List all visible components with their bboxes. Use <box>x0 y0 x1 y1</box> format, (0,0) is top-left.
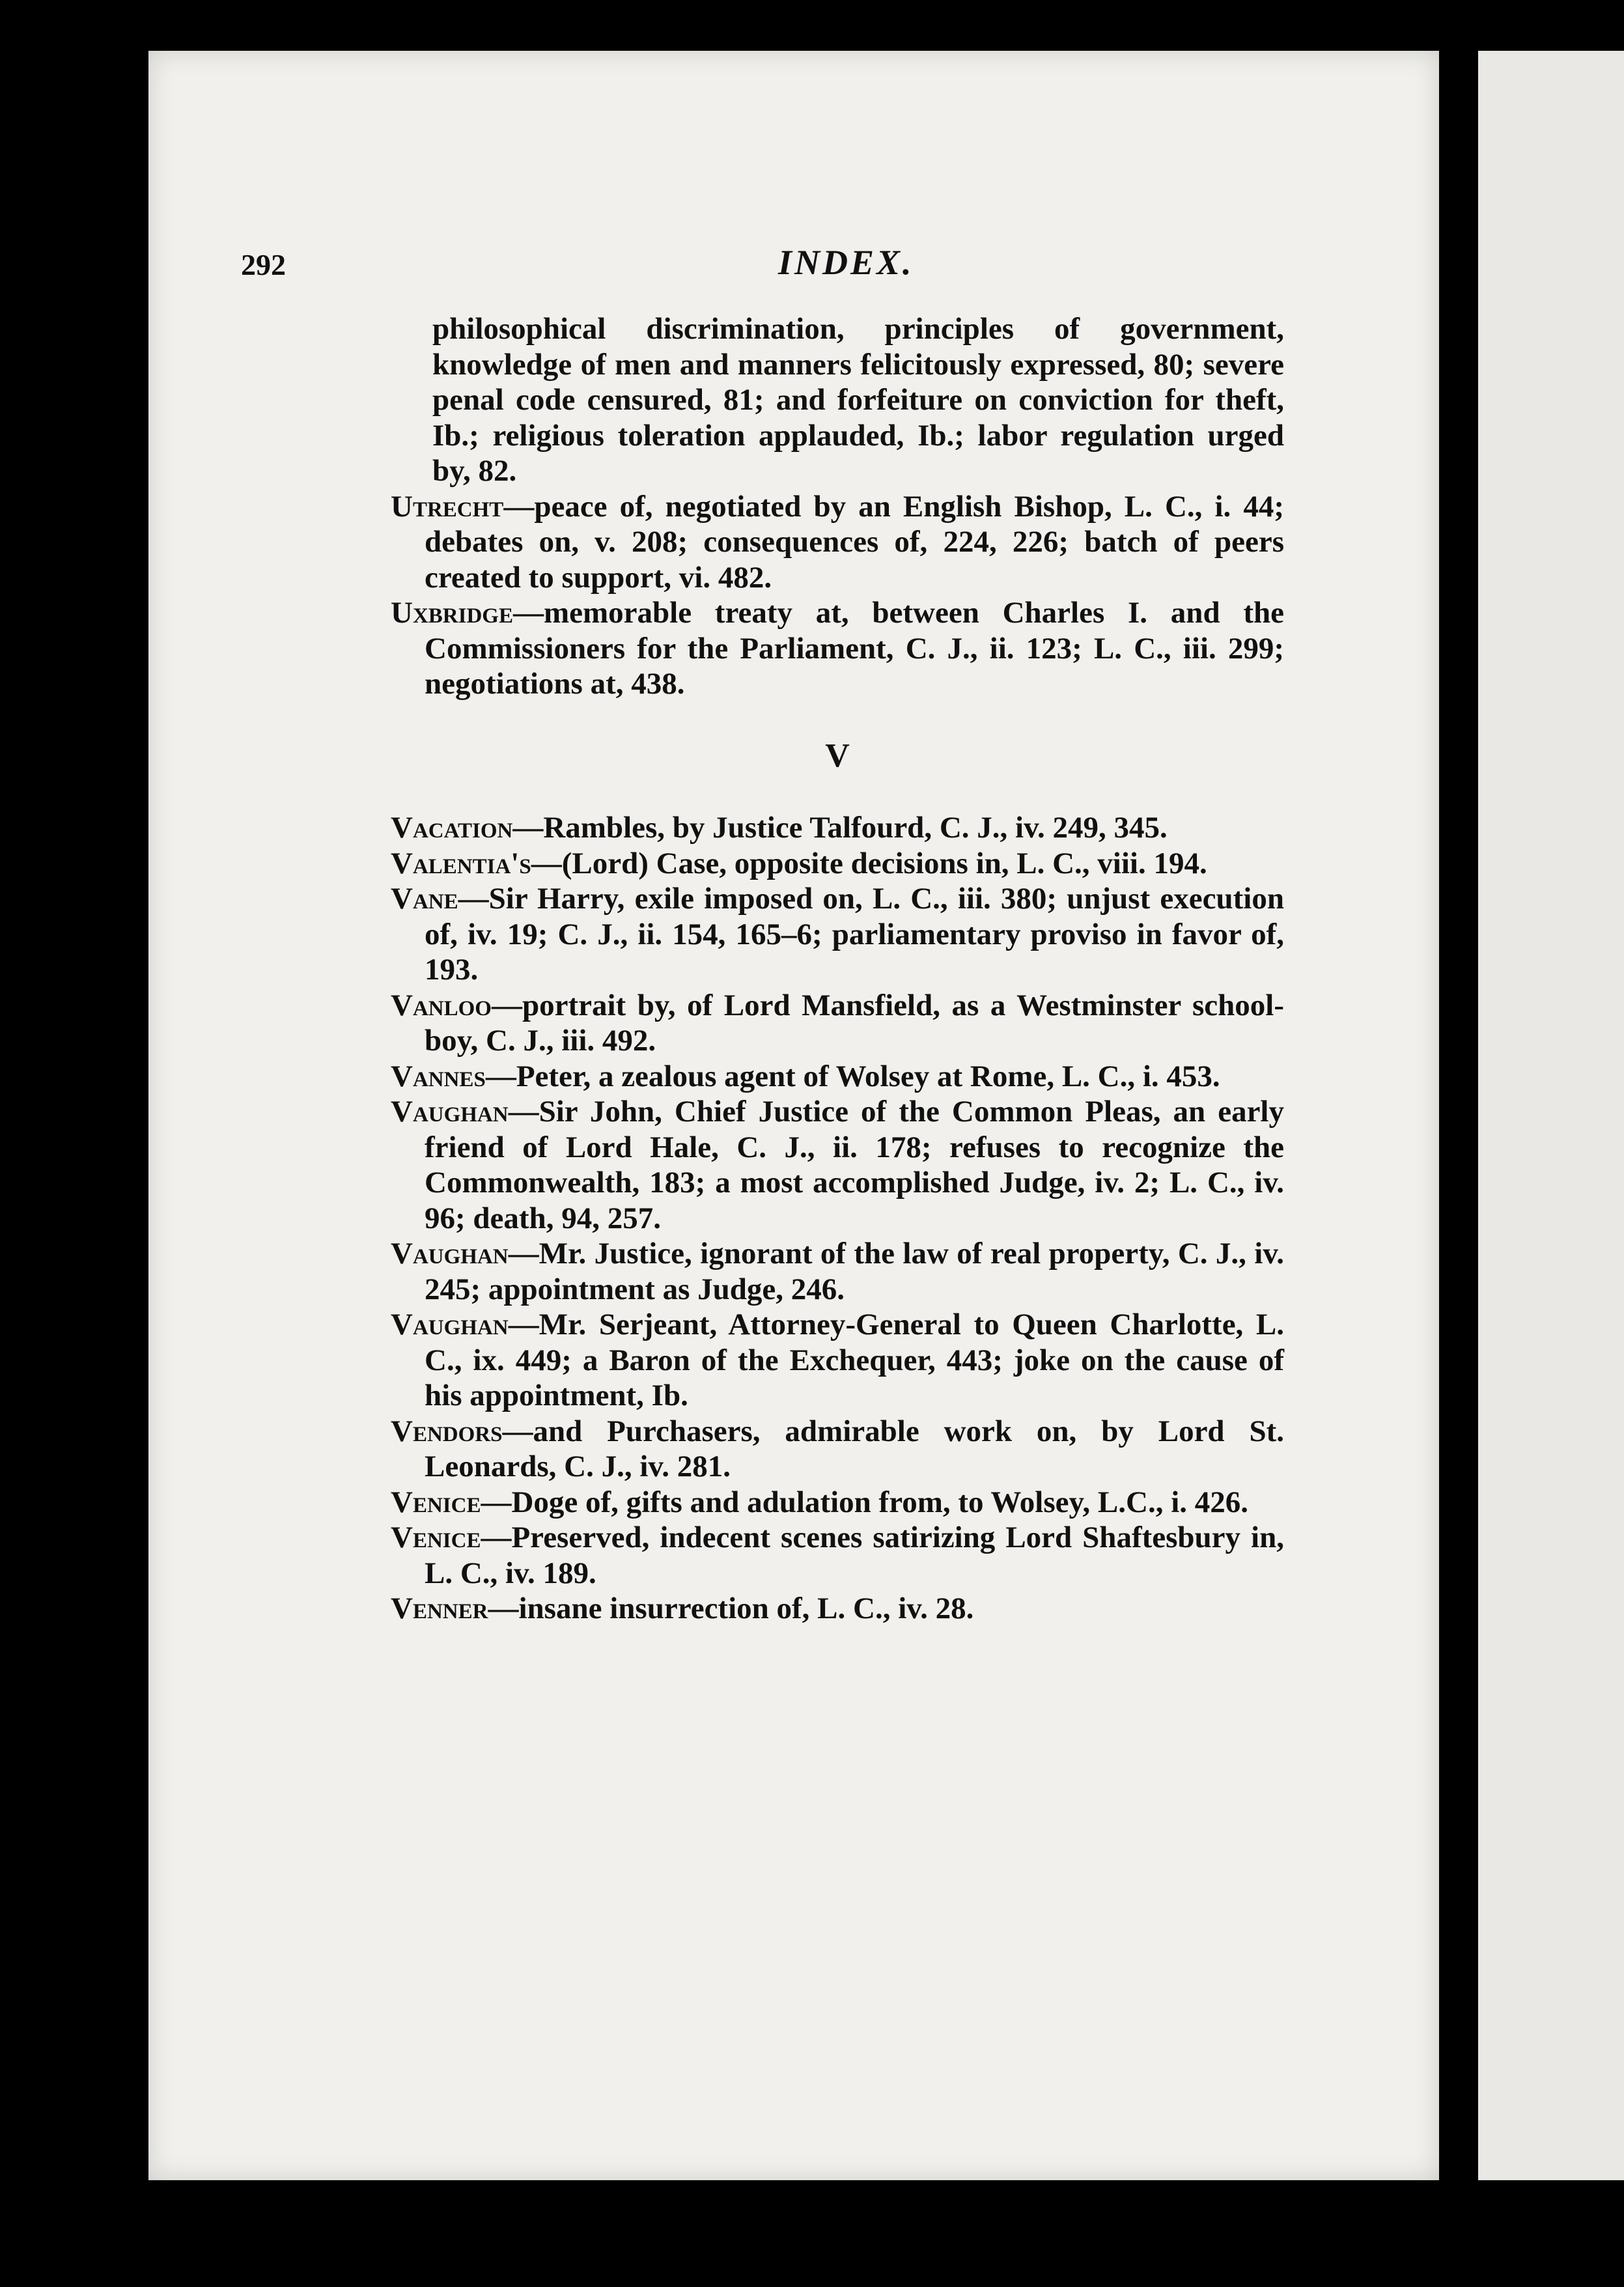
entry-head: Vendors <box>391 1414 503 1448</box>
entry-head: Utrecht <box>391 489 504 524</box>
index-entry <box>391 846 1284 882</box>
index-body <box>391 311 1284 1627</box>
entry-head: Vane <box>391 882 458 916</box>
entry-text: —peace of, negotiated by an English Bishop, L. C., i. 44; debates on, v. 208; consequences of, 224, 226; batch of peers created to support, vi. 482. <box>425 489 1284 595</box>
entry-head: Venner <box>391 1592 488 1625</box>
entry-head: Uxbridge <box>391 596 513 630</box>
index-entry <box>391 988 1284 1059</box>
continuation-text: philosophical discrimination, principles of government, knowledge of men and manners felicitously expressed, 80; severe penal code censured, 81; and forfeiture on conviction for theft, Ib.; religious toleration applauded, Ib.; labor regulation urged by, 82. <box>432 312 1284 488</box>
index-entry <box>391 595 1284 702</box>
entry-text: —memorable treaty at, between Charles I. and the Commissioners for the Parliament, C. J., ii. 123; L. C., iii. 299; negotiations at, 438. <box>425 596 1284 701</box>
entry-text: —Rambles, by Justice Talfourd, C. J., iv. 249, 345. <box>512 811 1168 845</box>
index-entry <box>391 810 1284 846</box>
entry-text: —Peter, a zealous agent of Wolsey at Rome, L. C., i. 453. <box>485 1059 1220 1093</box>
entry-head: Venice <box>391 1485 481 1519</box>
entry-head: Vaughan <box>391 1095 509 1129</box>
index-entry <box>391 1414 1284 1485</box>
index-entry <box>391 1059 1284 1095</box>
entry-head: Vacation <box>391 811 513 845</box>
entry-text: —(Lord) Case, opposite decisions in, L. C., viii. 194. <box>531 846 1207 880</box>
section-letter: V <box>825 737 850 774</box>
entry-head: Valentia's <box>391 846 531 880</box>
index-entry <box>391 1485 1284 1521</box>
entry-text: —Mr. Justice, ignorant of the law of real property, C. J., iv. 245; appointment as Judge, 246. <box>425 1237 1284 1306</box>
entry-head: Vaughan <box>391 1237 509 1270</box>
entry-head: Venice <box>391 1521 481 1554</box>
entry-text: —Mr. Serjeant, Attorney-General to Queen Charlotte, L. C., ix. 449; a Baron of the Exchequer, 443; joke on the cause of his appointment, Ib. <box>425 1308 1284 1412</box>
entry-text: —Preserved, indecent scenes satirizing Lord Shaftesbury in, L. C., iv. 189. <box>425 1521 1284 1590</box>
entry-text: —and Purchasers, admirable work on, by Lord St. Leonards, C. J., iv. 281. <box>425 1414 1284 1483</box>
entry-head: Vanloo <box>391 988 492 1022</box>
entry-head: Vannes <box>391 1059 486 1093</box>
index-entry <box>391 1236 1284 1307</box>
index-entry <box>391 1307 1284 1414</box>
facing-page-edge <box>1478 51 1624 2180</box>
index-entry <box>391 489 1284 596</box>
entry-text: —Sir John, Chief Justice of the Common Pleas, an early friend of Lord Hale, C. J., ii. 178; refuses to recognize the Commonwealth, 183; a most accomplished Judge, iv. 2; L. C., iv. 96; death, 94, 257. <box>425 1095 1284 1235</box>
entry-text: —Sir Harry, exile imposed on, L. C., iii. 380; unjust execution of, iv. 19; C. J., ii. 154, 165–6; parliamentary proviso in favor of, 193. <box>425 882 1284 987</box>
index-entry <box>391 1520 1284 1591</box>
page-number: 292 <box>241 248 286 281</box>
running-head: INDEX. <box>778 243 914 282</box>
entry-head: Vaughan <box>391 1308 509 1341</box>
entry-text: —insane insurrection of, L. C., iv. 28. <box>488 1592 974 1625</box>
index-entry <box>391 881 1284 988</box>
index-entry <box>391 1591 1284 1627</box>
entry-text: —Doge of, gifts and adulation from, to Wolsey, L.C., i. 426. <box>481 1485 1249 1519</box>
entry-text: —portrait by, of Lord Mansfield, as a Westminster school-boy, C. J., iii. 492. <box>425 988 1284 1058</box>
index-entry <box>391 1094 1284 1236</box>
